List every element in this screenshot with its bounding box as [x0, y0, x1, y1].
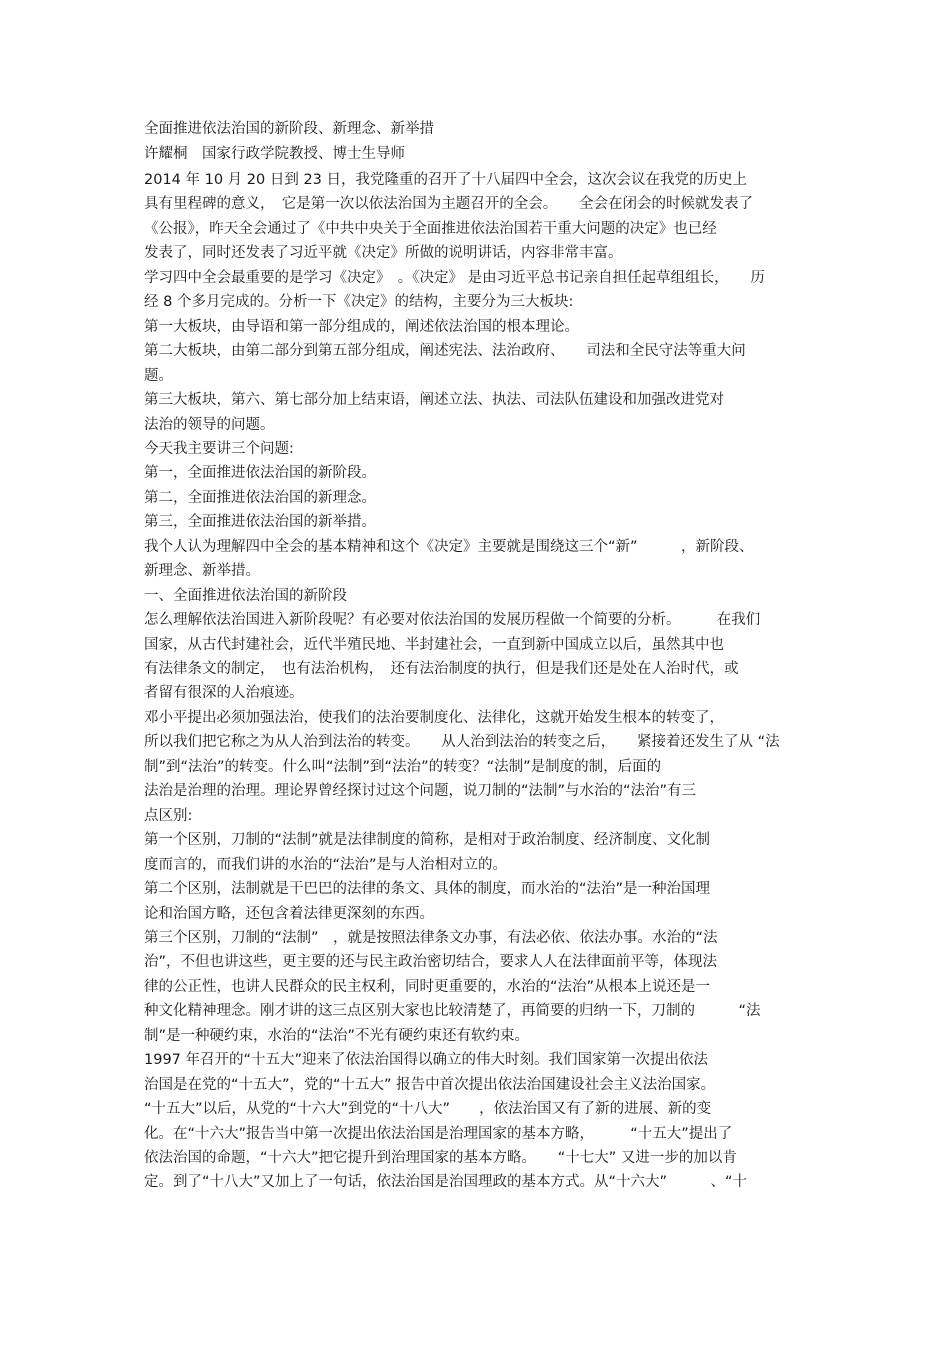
body-text-line: 化。在“十六大”报告当中第一次提出依法治国是治理国家的基本方略， “十五大”提出了 — [144, 1125, 733, 1142]
body-text-line: 第三大板块，第六、第七部分加上结束语，阐述立法、执法、司法队伍建设和加强改进党对 — [144, 392, 724, 408]
body-text-line: 《公报》，昨天全会通过了《中共中央关于全面推进依法治国若干重大问题的决定》也已经 — [144, 220, 717, 237]
body-text-line: 依法治国的命题，“十六大”把它提升到治理国家的基本方略。 “十七大” 又进一步的加以肯 — [144, 1150, 737, 1166]
body-text-line: 经 8 个多月完成的。分析一下《决定》的结构，主要分为三大板块: — [144, 294, 574, 311]
document-author: 许耀桐 国家行政学院教授、博士生导师 — [144, 146, 405, 162]
body-text-line: 第三个区别，刀制的“法制” ，就是按照法律条文办事，有法必依、依法办事。水治的“法 — [144, 929, 718, 946]
body-text-line: 具有里程碑的意义， 它是第一次以依法治国为主题召开的全会。 全会在闭会的时候就发表了 — [144, 196, 753, 213]
body-text-line: 第二，全面推进依法治国的新理念。 — [144, 489, 376, 506]
body-text-line: 2014 年 10 月 20 日到 23 日，我党隆重的召开了十八届四中全会，这次会议在我党的历史上 — [144, 172, 748, 188]
body-text-line: 制”是一种硬约束，水治的“法治”不光有硬约束还有软约束。 — [144, 1027, 530, 1044]
body-text-line: 第一大板块，由导语和第一部分组成的，阐述依法治国的根本理论。 — [144, 318, 579, 335]
body-text-line: 所以我们把它称之为从人治到法治的转变。 从人治到法治的转变之后， 紧接着还发生了从 “法 — [144, 734, 780, 751]
body-text-line: 法治的领导的问题。 — [144, 416, 275, 433]
body-text-line: 第一，全面推进依法治国的新阶段。 — [144, 465, 376, 482]
body-text-line: “十五大”以后，从党的“十六大”到党的“十八大” ，依法治国又有了新的进展、新的变 — [144, 1101, 712, 1118]
body-text-line: 第三，全面推进依法治国的新举措。 — [144, 514, 376, 531]
body-text-line: 论和治国方略，还包含着法律更深刻的东西。 — [144, 905, 434, 922]
body-text-line: 点区别: — [144, 807, 193, 824]
body-text-line: 第二个区别，法制就是干巴巴的法律的条文、具体的制度，而水治的“法治”是一种治国理 — [144, 881, 711, 897]
body-text-line: 1997 年召开的“十五大”迎来了依法治国得以确立的伟大时刻。我们国家第一次提出依法 — [144, 1052, 709, 1069]
body-text-line: 发表了，同时还发表了习近平就《决定》所做的说明讲话，内容非常丰富。 — [144, 245, 623, 262]
body-text-line: 治国是在党的“十五大”，党的“十五大” 报告中首次提出依法治国建设社会主义法治国家。 — [144, 1076, 716, 1093]
body-text-line: 新理念、新举措。 — [144, 563, 260, 580]
document-title: 全面推进依法治国的新阶段、新理念、新举措 — [144, 121, 434, 137]
body-text-line: 怎么理解依法治国进入新阶段呢？有必要对依法治国的发展历程做一个简要的分析。 在我们 — [144, 612, 761, 629]
body-text-line: 国家，从古代封建社会，近代半殖民地、半封建社会，一直到新中国成立以后，虽然其中也 — [144, 636, 724, 653]
body-text-line: 题。 — [144, 367, 173, 384]
body-text-line: 学习四中全会最重要的是学习《决定》 。《决定》 是由习近平总书记亲自担任起草组组长， 历 — [144, 269, 765, 286]
body-text-line: 邓小平提出必须加强法治，使我们的法治要制度化、法律化，这就开始发生根本的转变了， — [144, 709, 724, 726]
body-text-line: 定。到了“十八大”又加上了一句话，依法治国是治国理政的基本方式。从“十六大” 、“十 — [144, 1174, 748, 1191]
body-text-line: 者留有很深的人治痕迹。 — [144, 685, 304, 702]
body-text-line: 法治是治理的治理。理论界曾经探讨过这个问题，说刀制的“法制”与水治的“法治”有三 — [144, 783, 697, 800]
body-text-line: 制”到“法治”的转变。什么叫“法制”到“法治”的转变？“法制”是制度的制，后面的 — [144, 758, 662, 775]
body-text-line: 有法律条文的制定， 也有法治机构， 还有法治制度的执行，但是我们还是处在人治时代，或 — [144, 661, 739, 677]
body-text-line: 治”，不但也讲这些，更主要的还与民主政治密切结合，要求人人在法律面前平等，体现法 — [144, 954, 718, 971]
body-text-line: 我个人认为理解四中全会的基本精神和这个《决定》主要就是围绕这三个“新” ，新阶段、 — [144, 538, 754, 555]
body-text-line: 第一个区别，刀制的“法制”就是法律制度的简称，是相对于政治制度、经济制度、文化制 — [144, 832, 711, 849]
body-text-line: 一、全面推进依法治国的新阶段 — [144, 587, 347, 604]
body-text-line: 度而言的，而我们讲的水治的“法治”是与人治相对立的。 — [144, 856, 508, 873]
body-text-line: 第二大板块，由第二部分到第五部分组成，阐述宪法、法治政府、 司法和全民守法等重大问 — [144, 343, 746, 360]
body-text-line: 律的公正性，也讲人民群众的民主权利，同时更重要的，水治的“法治”从根本上说还是一 — [144, 978, 711, 995]
body-text-line: 今天我主要讲三个问题: — [144, 440, 294, 457]
body-text-line: 种文化精神理念。刚才讲的这三点区别大家也比较清楚了，再简要的归纳一下，刀制的 “法 — [144, 1003, 761, 1020]
